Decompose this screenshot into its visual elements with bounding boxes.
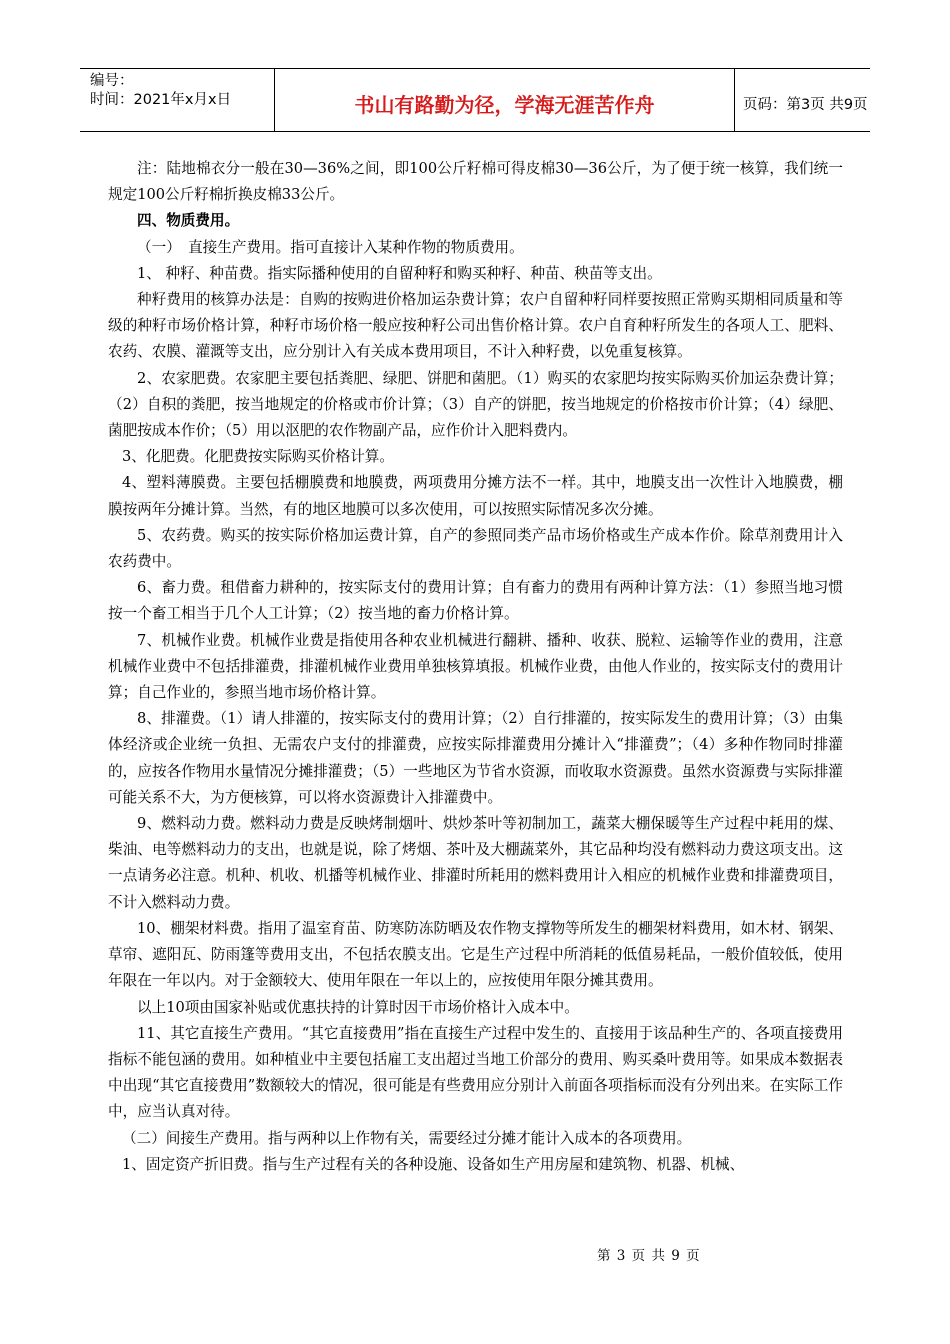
subsection-heading: （一） 直接生产费用。指可直接计入某种作物的物质费用。 (137, 238, 524, 256)
paragraph: 7、机械作业费。机械作业费是指使用各种农业机械进行翻耕、播种、收获、脱粒、运输等作业的费用，注意机械作业费中不包括排灌费，排灌机械作业费用单独核算填报。机械作业费，由他人作业的，按实际支付的费用计算；自己作业的，参照当地市场价格计算。 (108, 631, 843, 702)
paragraph: 以上10项由国家补贴或优惠扶持的计算时因干市场价格计入成本中。 (137, 998, 579, 1016)
page-header (80, 68, 870, 132)
paragraph: 5、农药费。购买的按实际价格加运费计算，自产的参照同类产品市场价格或生产成本作价。除草剂费用计入农药费中。 (108, 526, 843, 571)
paragraph: 6、畜力费。租借畜力耕种的，按实际支付的费用计算；自有畜力的费用有两种计算方法：（1）参照当地习惯按一个畜工相当于几个人工计算；（2）按当地的畜力价格计算。 (108, 579, 843, 623)
paragraph: 4、塑料薄膜费。主要包括棚膜费和地膜费，两项费用分摊方法不一样。其中，地膜支出一次性计入地膜费，棚膜按两年分摊计算。当然，有的地区地膜可以多次使用，可以按照实际情况多次分摊。 (108, 474, 843, 518)
header-page-info: 页码：第3页 共9页 (743, 96, 868, 113)
code-label: 编号： (90, 73, 134, 89)
paragraph: 10、棚架材料费。指用了温室育苗、防寒防冻防晒及农作物支撑物等所发生的棚架材料费用，如木材、钢架、草帘、遮阳瓦、防雨篷等费用支出，不包括农膜支出。它是生产过程中所消耗的低值易耗品，一般价值较低，使用年限在一年以内。对于金额较大、使用年限在一年以上的，应按使用年限分摊其费用。 (108, 919, 843, 990)
subsection-heading: （二）间接生产费用。指与两种以上作物有关，需要经过分摊才能计入成本的各项费用。 (122, 1129, 692, 1147)
body-text (108, 156, 843, 1178)
paragraph: 2、农家肥费。农家肥主要包括粪肥、绿肥、饼肥和菌肥。（1）购买的农家肥均按实际购买价加运杂费计算；（2）自积的粪肥，按当地规定的价格或市价计算；（3）自产的饼肥，按当地规定的价格按市价计算；（4）绿肥、菌肥按成本作价；（5）用以沤肥的农作物副产品，应作价计入肥料费内。 (108, 369, 843, 440)
header-meta (80, 69, 275, 131)
paragraph-note: 注：陆地棉衣分一般在30—36%之间，即100公斤籽棉可得皮棉30—36公斤，为了便于统一核算，我们统一规定100公斤籽棉折换皮棉33公斤。 (108, 160, 843, 204)
paragraph: 种籽费用的核算办法是：自购的按购进价格加运杂费计算；农户自留种籽同样要按照正常购买期相同质量和等级的种籽市场价格计算，种籽市场价格一般应按种籽公司出售价格计算。农户自育种籽所发生的各项人工、肥料、农药、农膜、灌溉等支出，应分别计入有关成本费用项目，不计入种籽费，以免重复核算。 (108, 291, 843, 361)
paragraph: 1、固定资产折旧费。指与生产过程有关的各种设施、设备如生产用房屋和建筑物、机器、机械、 (122, 1155, 745, 1173)
paragraph: 9、燃料动力费。燃料动力费是反映烤制烟叶、烘炒茶叶等初制加工，蔬菜大棚保暖等生产过程中耗用的煤、柴油、电等燃料动力的支出，也就是说，除了烤烟、茶叶及大棚蔬菜外，其它品种均没有燃料动力费这项支出。这一点请务必注意。机种、机收、机播等机械作业、排灌时所耗用的燃料费用计入相应的机械作业费和排灌费项目，不计入燃料动力费。 (108, 815, 843, 911)
date-line: 时间：2021年x月x日 (90, 92, 232, 108)
page-footer: 第 3 页 共 9 页 (597, 1248, 701, 1264)
paragraph: 1、 种籽、种苗费。指实际播种使用的自留种籽和购买种籽、种苗、秧苗等支出。 (137, 264, 662, 282)
paragraph: 11、其它直接生产费用。“其它直接费用”指在直接生产过程中发生的、直接用于该品种生产的、各项直接费用指标不能包涵的费用。如种植业中主要包括雇工支出超过当地工价部分的费用、购买桑叶费用等。如果成本数据表中出现“其它直接费用”数额较大的情况，很可能是有些费用应分别计入前面各项指标而没有分列出来。在实际工作中，应当认真对待。 (108, 1024, 843, 1121)
paragraph: 8、排灌费。（1）请人排灌的，按实际支付的费用计算；（2）自行排灌的，按实际发生的费用计算；（3）由集体经济或企业统一负担、无需农户支付的排灌费，应按实际排灌费用分摊计入“排灌费”；（4）多种作物同时排灌的，应按各作物用水量情况分摊排灌费；（5）一些地区为节省水资源，而收取水资源费。虽然水资源费与实际排灌可能关系不大，为方便核算，可以将水资源费计入排灌费中。 (108, 710, 843, 806)
section-heading: 四、物质费用。 (137, 212, 240, 230)
header-motto: 书山有路勤为径，学海无涯苦作舟 (275, 69, 735, 131)
paragraph: 3、化肥费。化肥费按实际购买价格计算。 (122, 448, 394, 466)
